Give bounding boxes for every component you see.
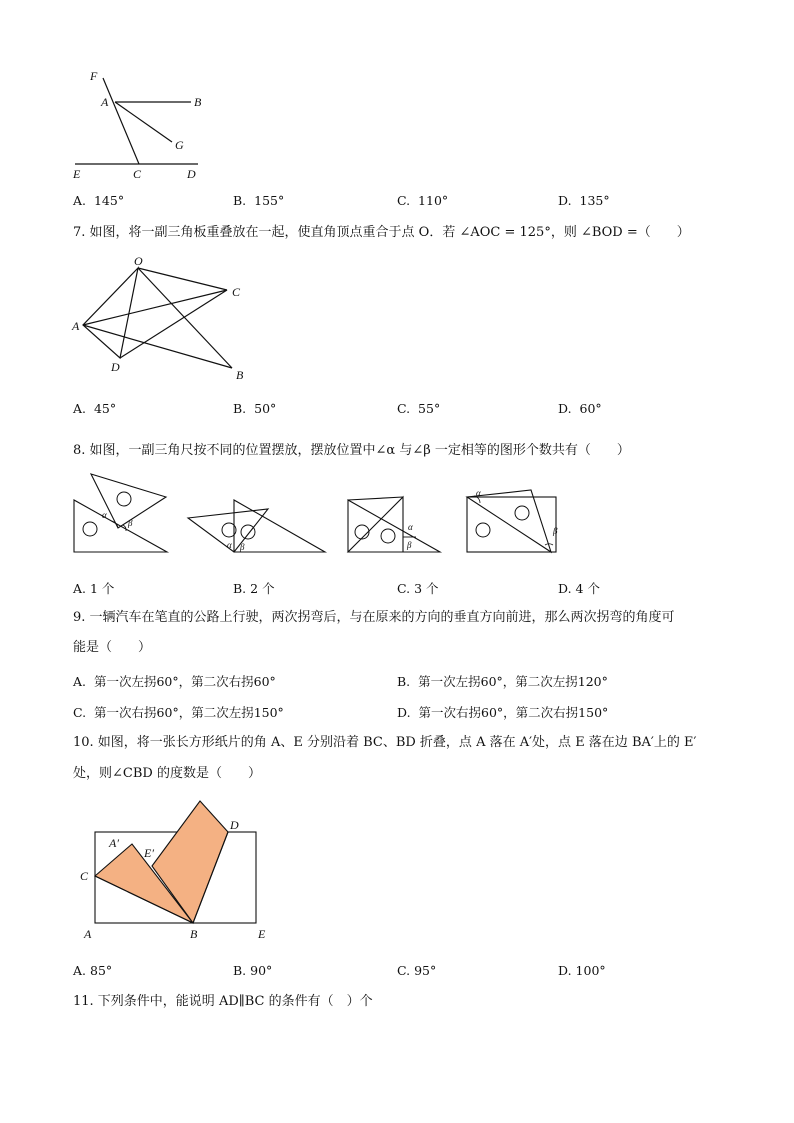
label-f: F [90,69,98,83]
q9-option-b-letter: B. [397,674,411,689]
q10-option-d-letter: D. [558,963,572,978]
label-b: B [194,95,202,109]
q8-p1-beta: β [128,518,133,528]
q7-option-c-text: 55° [418,401,441,416]
label-a-prime: A′ [109,836,119,850]
q7-option-b-text: 50° [254,401,277,416]
q8-option-d-text: 4 个 [575,581,600,596]
q10-option-c-text: 95° [414,963,437,978]
label-e-prime: E′ [144,846,154,860]
q9-option-c-letter: C. [73,705,87,720]
label-e: E [258,927,266,941]
q7-option-d-text: 60° [579,401,602,416]
q8-p3-beta: β [407,540,412,550]
label-g: G [175,138,184,152]
q10-stem-line-1: 10. 如图，将一张长方形纸片的角 A、E 分别沿着 BC、BD 折叠，点 A 落在 A′处，点 E 落在边 BA′上的 E′ [73,735,697,750]
q8-option-d-letter: D. [558,581,572,596]
q8-p2-alpha: α [227,540,232,550]
q8-option-a-letter: A. [73,581,87,596]
q9-option-d-letter: D. [397,705,411,720]
label-d: D [230,818,239,832]
q10-option-c-letter: C. [397,963,411,978]
label-c: C [80,869,89,883]
label-d: D [187,167,196,181]
q8-p3-alpha: α [408,522,413,532]
q9-stem-line-1: 9. 一辆汽车在笔直的公路上行驶，两次拐弯后，与在原来的方向的垂直方向前进，那么两次拐弯的角度可 [73,610,675,625]
label-d: D [111,360,120,374]
q9-option-a-text: 第一次左拐60°，第二次右拐60° [93,674,276,689]
q8-p4-alpha: α [476,488,481,498]
q10-option-b-text: 90° [250,963,273,978]
q6-option-b-text: 155° [254,193,285,208]
q8-option-a-text: 1 个 [90,581,115,596]
q8-option-b-text: 2 个 [250,581,275,596]
q10-option-a [73,963,112,978]
q8-option-c-letter: C. [397,581,411,596]
q9-option-b-text: 第一次左拐60°，第二次左拐120° [418,674,608,689]
q7-option-b-letter: B. [233,401,247,416]
q10-option-b [233,963,272,978]
q8-p2-beta: β [240,542,245,552]
q7-option-c-letter: C. [397,401,411,416]
q7-option-d-letter: D. [558,401,572,416]
q7-stem: 7. 如图，将一副三角板重叠放在一起，使直角顶点重合于点 O．若 ∠AOC = 125°，则 ∠BOD =（ ） [73,225,690,240]
q8-p1-alpha: α [102,510,107,520]
q8-stem: 8. 如图，一副三角尺按不同的位置摆放，摆放位置中∠α 与∠β 一定相等的图形个数共有（ ） [73,443,630,458]
q10-stem-line-2: 处，则∠CBD 的度数是（ ） [73,766,261,781]
q11-stem: 11. 下列条件中，能说明 AD∥BC 的条件有（ ）个 [73,994,373,1009]
q7-option-a-letter: A. [73,401,87,416]
q6-option-c-letter: C. [397,193,411,208]
q6-option-b-letter: B. [233,193,247,208]
q9-stem-line-2: 能是（ ） [73,640,152,655]
label-c: C [232,285,241,299]
q10-option-b-letter: B. [233,963,247,978]
label-a: A [72,319,80,333]
label-o: O [134,254,143,268]
q6-option-d-text: 135° [579,193,610,208]
q6-option-d-letter: D. [558,193,572,208]
q10-option-c [397,963,436,978]
q8-option-b-letter: B. [233,581,247,596]
q10-option-d [558,963,606,978]
label-e: E [73,167,81,181]
q9-option-d-text: 第一次右拐60°，第二次右拐150° [418,705,609,720]
q8-option-c-text: 3 个 [414,581,439,596]
q6-option-a-letter: A. [73,193,87,208]
label-b: B [236,368,244,382]
q9-option-a-letter: A. [73,674,87,689]
q6-option-a-text: 145° [93,193,125,208]
label-a: A [84,927,92,941]
q6-option-c-text: 110° [418,193,449,208]
label-b: B [190,927,198,941]
label-a: A [101,95,109,109]
q9-option-c-text: 第一次右拐60°，第二次左拐150° [94,705,284,720]
label-c: C [133,167,142,181]
q10-option-a-text: 85° [90,963,113,978]
q10-option-a-letter: A. [73,963,87,978]
q8-p4-beta: β [553,526,558,536]
q7-option-a-text: 45° [93,401,117,416]
q10-option-d-text: 100° [575,963,606,978]
